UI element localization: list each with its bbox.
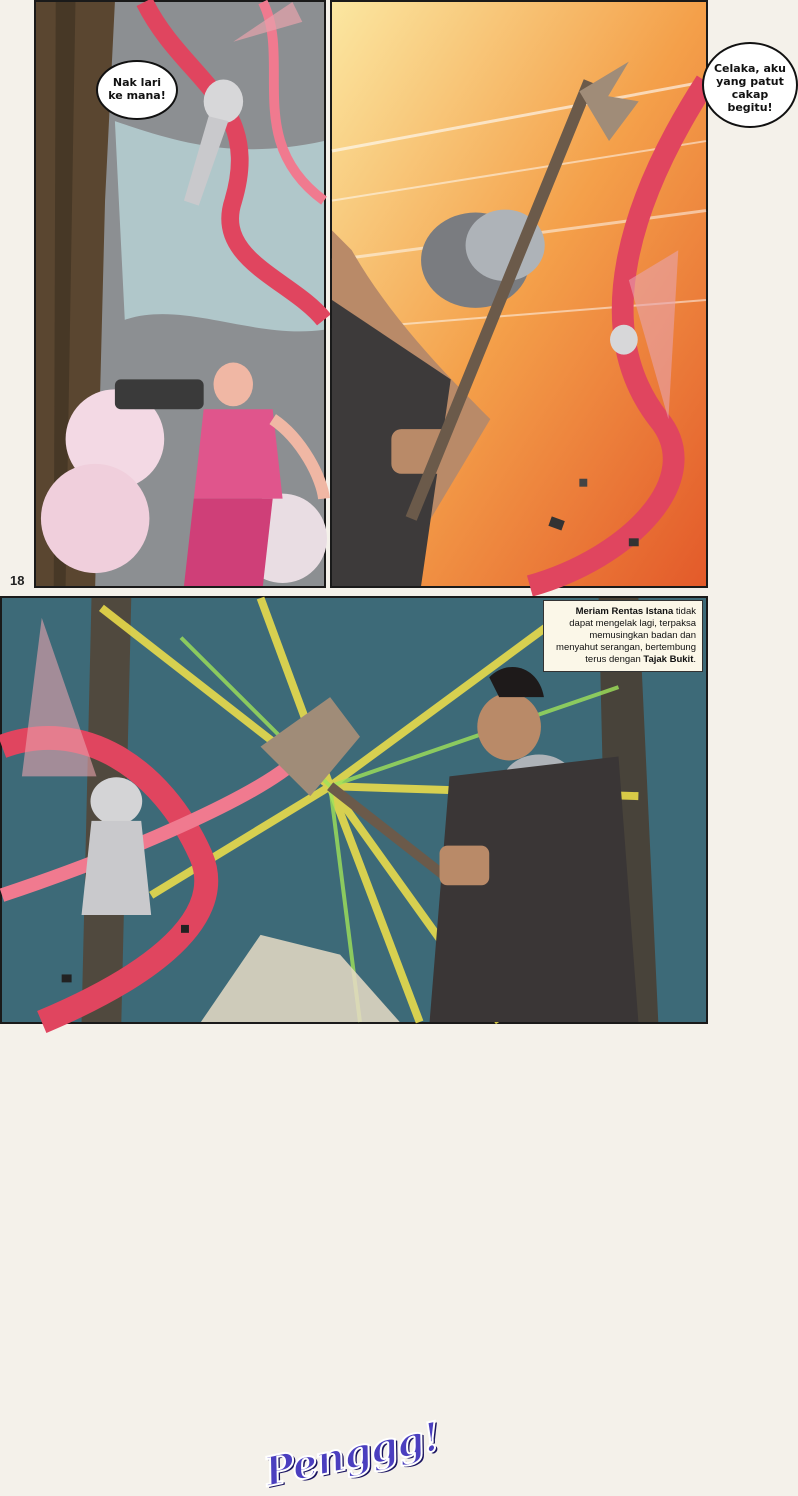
panel-top-left [34,0,326,588]
narration-caption [543,600,703,672]
caption-text-2: . [693,654,696,665]
panel-top-left-art [36,2,324,586]
page-number: 18 [10,573,25,588]
sound-effect-penggg: Penggg! [260,1412,444,1496]
caption-name-tajak: Tajak Bukit [643,654,694,665]
caption-text-1: tidak dapat mengelak lagi, terpaksa memusingkan badan dan menyahut serangan, bertembung terus dengan [556,606,696,665]
speech-bubble-celaka: Celaka, aku yang patut cakap begitu! [702,42,798,128]
panel-top-right-art [332,2,706,586]
panel-top-right [330,0,787,588]
speech-bubble-nak-lari: Nak lari ke mana! [96,60,178,120]
caption-name-meriam: Meriam Rentas Istana [575,606,674,617]
